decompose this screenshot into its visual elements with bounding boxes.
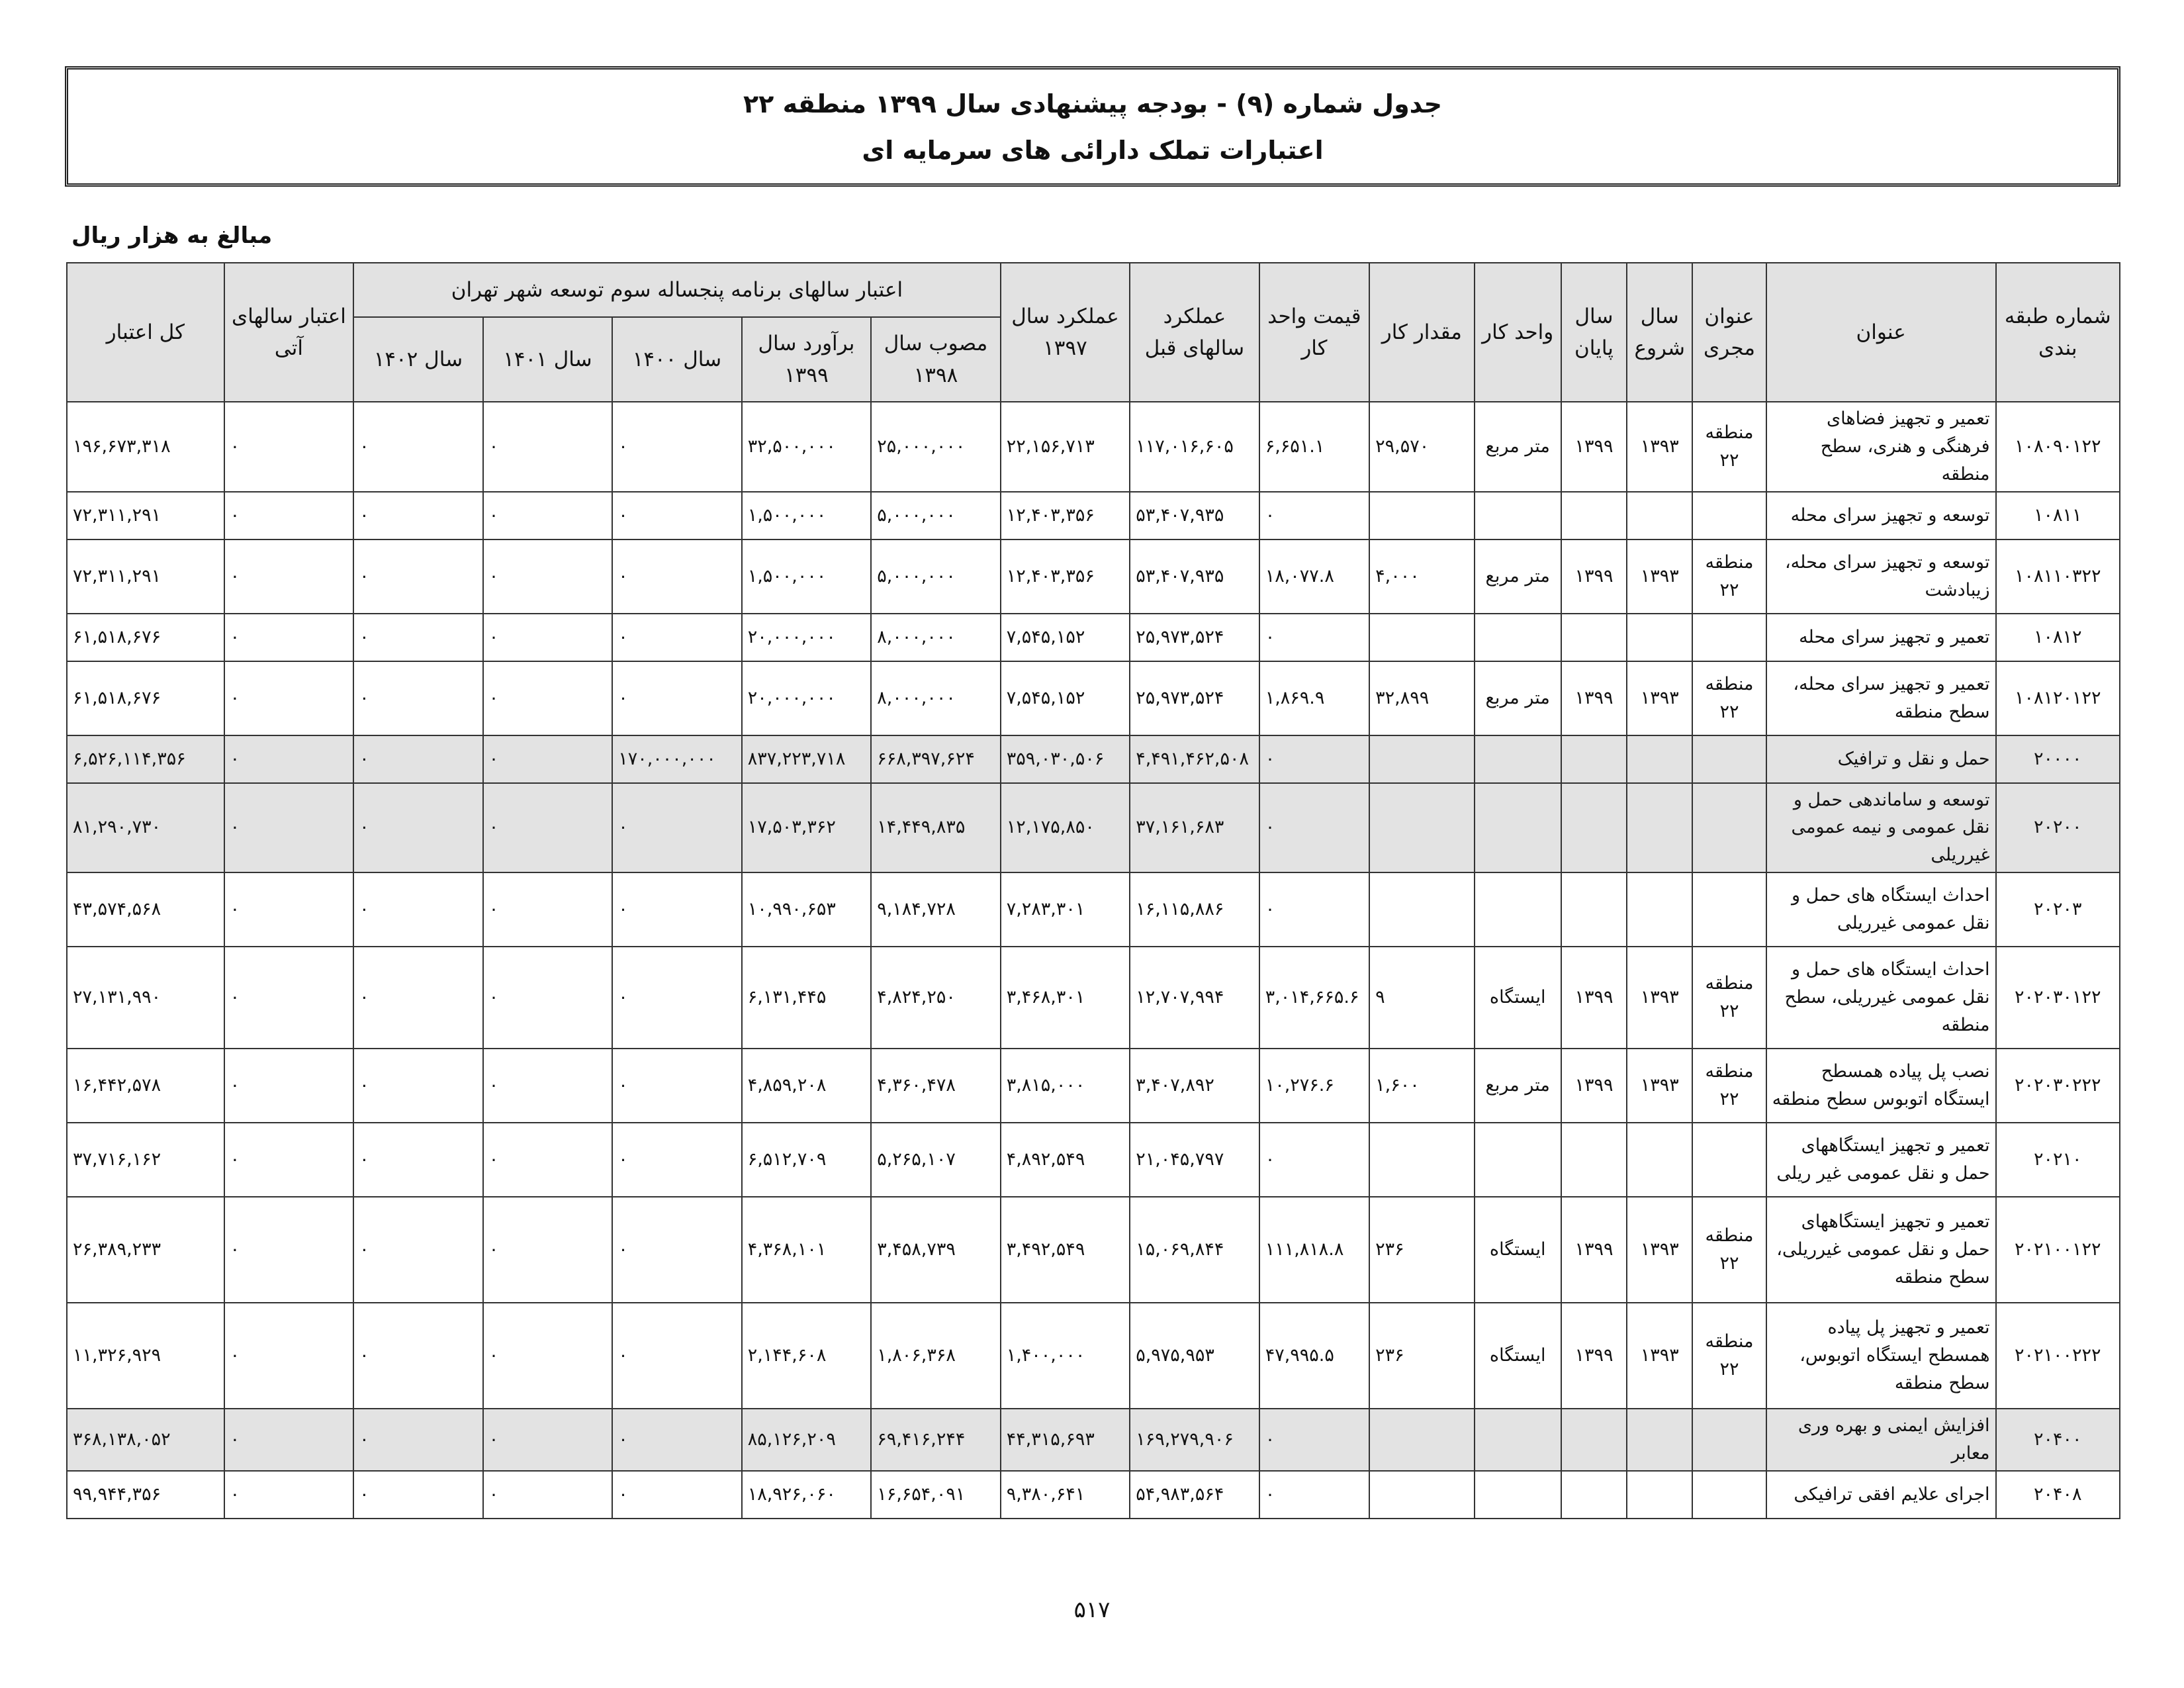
cell-work-qty [1369, 783, 1474, 873]
cell-future: ۰ [224, 1409, 354, 1471]
cell-perf-prev: ۲۱,۰۴۵,۷۹۷ [1130, 1123, 1259, 1197]
cell-total: ۲۶,۳۸۹,۲۳۳ [67, 1197, 224, 1303]
cell-unit-price: ۶,۶۵۱.۱ [1259, 402, 1369, 492]
cell-year-1402: ۰ [353, 614, 483, 661]
cell-work-qty: ۹ [1369, 947, 1474, 1049]
cell-work-unit [1475, 783, 1561, 873]
cell-year-1401: ۰ [483, 539, 613, 614]
cell-unit-price: ۱۰,۲۷۶.۶ [1259, 1049, 1369, 1123]
cell-year-1400: ۰ [612, 1471, 742, 1519]
cell-approved-1398: ۸,۰۰۰,۰۰۰ [871, 661, 1001, 735]
cell-year-1401: ۰ [483, 1409, 613, 1471]
header-total: کل اعتبار [67, 263, 224, 402]
cell-year-1401: ۰ [483, 947, 613, 1049]
cell-work-unit: ایستگاه [1475, 947, 1561, 1049]
cell-executor [1692, 1123, 1766, 1197]
cell-year-1402: ۰ [353, 872, 483, 947]
cell-perf-1397: ۳,۴۹۲,۵۴۹ [1001, 1197, 1130, 1303]
cell-year-1400: ۰ [612, 1409, 742, 1471]
cell-start-year: ۱۳۹۳ [1627, 1049, 1692, 1123]
table-row [67, 1049, 2120, 1123]
cell-unit-price: ۰ [1259, 614, 1369, 661]
cell-year-1402: ۰ [353, 1049, 483, 1123]
cell-work-unit: ایستگاه [1475, 1303, 1561, 1409]
cell-unit-price: ۰ [1259, 1471, 1369, 1519]
table-row [67, 539, 2120, 614]
cell-work-qty [1369, 492, 1474, 539]
cell-code: ۱۰۸۰۹۰۱۲۲ [1996, 402, 2120, 492]
cell-year-1401: ۰ [483, 1471, 613, 1519]
cell-year-1402: ۰ [353, 1409, 483, 1471]
cell-unit-price: ۰ [1259, 1409, 1369, 1471]
table-row [67, 735, 2120, 783]
cell-end-year [1561, 614, 1627, 661]
cell-approved-1398: ۵,۰۰۰,۰۰۰ [871, 539, 1001, 614]
cell-future: ۰ [224, 402, 354, 492]
cell-future: ۰ [224, 661, 354, 735]
cell-year-1400: ۰ [612, 1123, 742, 1197]
cell-year-1402: ۰ [353, 783, 483, 873]
cell-executor [1692, 1471, 1766, 1519]
cell-future: ۰ [224, 872, 354, 947]
cell-work-unit: ایستگاه [1475, 1197, 1561, 1303]
table-row [67, 1409, 2120, 1471]
budget-table [66, 262, 2120, 1519]
cell-perf-prev: ۱۲,۷۰۷,۹۹۴ [1130, 947, 1259, 1049]
cell-executor [1692, 872, 1766, 947]
cell-perf-prev: ۵۳,۴۰۷,۹۳۵ [1130, 539, 1259, 614]
cell-year-1400: ۰ [612, 1197, 742, 1303]
cell-unit-price: ۱۸,۰۷۷.۸ [1259, 539, 1369, 614]
cell-approved-1398: ۶۶۸,۳۹۷,۶۲۴ [871, 735, 1001, 783]
cell-year-1401: ۰ [483, 1049, 613, 1123]
table-row [67, 402, 2120, 492]
cell-title: توسعه و تجهیز سرای محله [1766, 492, 1996, 539]
cell-year-1402: ۰ [353, 735, 483, 783]
cell-approved-1398: ۹,۱۸۴,۷۲۸ [871, 872, 1001, 947]
cell-work-qty [1369, 1123, 1474, 1197]
cell-perf-1397: ۳۵۹,۰۳۰,۵۰۶ [1001, 735, 1130, 783]
cell-work-qty [1369, 735, 1474, 783]
cell-perf-1397: ۱۲,۱۷۵,۸۵۰ [1001, 783, 1130, 873]
cell-total: ۹۹,۹۴۴,۳۵۶ [67, 1471, 224, 1519]
cell-end-year [1561, 1123, 1627, 1197]
cell-work-qty: ۱,۶۰۰ [1369, 1049, 1474, 1123]
cell-estimate-1399: ۲۰,۰۰۰,۰۰۰ [742, 661, 872, 735]
cell-year-1402: ۰ [353, 402, 483, 492]
cell-estimate-1399: ۱,۵۰۰,۰۰۰ [742, 492, 872, 539]
cell-title: تعمیر و تجهیز سرای محله، سطح منطقه [1766, 661, 1996, 735]
cell-title: احداث ایستگاه های حمل و نقل عمومی غیرریلی [1766, 872, 1996, 947]
cell-title: افزایش ایمنی و بهره وری معابر [1766, 1409, 1996, 1471]
cell-title: حمل و نقل و ترافیک [1766, 735, 1996, 783]
cell-year-1402: ۰ [353, 1123, 483, 1197]
cell-perf-prev: ۵۴,۹۸۳,۵۶۴ [1130, 1471, 1259, 1519]
cell-total: ۱۱,۳۲۶,۹۲۹ [67, 1303, 224, 1409]
cell-code: ۲۰۲۰۳ [1996, 872, 2120, 947]
cell-perf-prev: ۵,۹۷۵,۹۵۳ [1130, 1303, 1259, 1409]
cell-year-1402: ۰ [353, 1471, 483, 1519]
cell-estimate-1399: ۱۸,۹۲۶,۰۶۰ [742, 1471, 872, 1519]
cell-future: ۰ [224, 1471, 354, 1519]
cell-work-qty: ۳۲,۸۹۹ [1369, 661, 1474, 735]
cell-year-1401: ۰ [483, 492, 613, 539]
cell-year-1401: ۰ [483, 872, 613, 947]
cell-title: احداث ایستگاه های حمل و نقل عمومی غیرریلی، سطح منطقه [1766, 947, 1996, 1049]
cell-title: توسعه و تجهیز سرای محله، زیبادشت [1766, 539, 1996, 614]
cell-end-year [1561, 872, 1627, 947]
header-work-unit: واحد کار [1475, 263, 1561, 402]
cell-unit-price: ۳,۰۱۴,۶۶۵.۶ [1259, 947, 1369, 1049]
cell-perf-prev: ۱۵,۰۶۹,۸۴۴ [1130, 1197, 1259, 1303]
cell-end-year: ۱۳۹۹ [1561, 947, 1627, 1049]
cell-estimate-1399: ۱,۵۰۰,۰۰۰ [742, 539, 872, 614]
cell-work-qty [1369, 872, 1474, 947]
cell-end-year: ۱۳۹۹ [1561, 661, 1627, 735]
cell-unit-price: ۰ [1259, 872, 1369, 947]
cell-start-year: ۱۳۹۳ [1627, 539, 1692, 614]
cell-start-year: ۱۳۹۳ [1627, 1197, 1692, 1303]
cell-total: ۶,۵۲۶,۱۱۴,۳۵۶ [67, 735, 224, 783]
cell-estimate-1399: ۸۳۷,۲۲۳,۷۱۸ [742, 735, 872, 783]
cell-unit-price: ۱۱۱,۸۱۸.۸ [1259, 1197, 1369, 1303]
cell-total: ۱۶,۴۴۲,۵۷۸ [67, 1049, 224, 1123]
cell-end-year: ۱۳۹۹ [1561, 1197, 1627, 1303]
cell-estimate-1399: ۳۲,۵۰۰,۰۰۰ [742, 402, 872, 492]
cell-perf-1397: ۷,۲۸۳,۳۰۱ [1001, 872, 1130, 947]
cell-work-unit: متر مربع [1475, 1049, 1561, 1123]
header-unit-price: قیمت واحد کار [1259, 263, 1369, 402]
cell-total: ۶۱,۵۱۸,۶۷۶ [67, 661, 224, 735]
header-year-1401: سال ۱۴۰۱ [483, 317, 613, 402]
cell-estimate-1399: ۱۷,۵۰۳,۳۶۲ [742, 783, 872, 873]
cell-estimate-1399: ۶,۱۳۱,۴۴۵ [742, 947, 872, 1049]
cell-year-1401: ۰ [483, 614, 613, 661]
cell-year-1402: ۰ [353, 492, 483, 539]
cell-approved-1398: ۴,۸۲۴,۲۵۰ [871, 947, 1001, 1049]
cell-code: ۲۰۰۰۰ [1996, 735, 2120, 783]
cell-start-year: ۱۳۹۳ [1627, 661, 1692, 735]
cell-perf-prev: ۴,۴۹۱,۴۶۲,۵۰۸ [1130, 735, 1259, 783]
cell-future: ۰ [224, 1123, 354, 1197]
cell-executor: منطقه ۲۲ [1692, 402, 1766, 492]
cell-executor [1692, 735, 1766, 783]
cell-perf-1397: ۱۲,۴۰۳,۳۵۶ [1001, 539, 1130, 614]
cell-perf-prev: ۵۳,۴۰۷,۹۳۵ [1130, 492, 1259, 539]
cell-code: ۲۰۲۱۰۰۱۲۲ [1996, 1197, 2120, 1303]
header-end-year: سال پایان [1561, 263, 1627, 402]
cell-work-qty: ۴,۰۰۰ [1369, 539, 1474, 614]
cell-estimate-1399: ۸۵,۱۲۶,۲۰۹ [742, 1409, 872, 1471]
cell-unit-price: ۰ [1259, 783, 1369, 873]
cell-code: ۲۰۲۰۳۰۱۲۲ [1996, 947, 2120, 1049]
header-plan-group: اعتبار سالهای برنامه پنجساله سوم توسعه شهر تهران [353, 263, 1001, 317]
table-row [67, 872, 2120, 947]
cell-total: ۴۳,۵۷۴,۵۶۸ [67, 872, 224, 947]
cell-start-year [1627, 1409, 1692, 1471]
cell-executor: منطقه ۲۲ [1692, 947, 1766, 1049]
cell-year-1401: ۰ [483, 1303, 613, 1409]
header-code: شماره طبقه بندی [1996, 263, 2120, 402]
cell-end-year: ۱۳۹۹ [1561, 1049, 1627, 1123]
cell-executor: منطقه ۲۲ [1692, 539, 1766, 614]
cell-year-1401: ۰ [483, 1197, 613, 1303]
cell-start-year [1627, 492, 1692, 539]
table-row [67, 1123, 2120, 1197]
cell-approved-1398: ۱,۸۰۶,۳۶۸ [871, 1303, 1001, 1409]
cell-total: ۳۷,۷۱۶,۱۶۲ [67, 1123, 224, 1197]
cell-start-year: ۱۳۹۳ [1627, 947, 1692, 1049]
cell-year-1400: ۱۷۰,۰۰۰,۰۰۰ [612, 735, 742, 783]
header-approved-1398: مصوب سال ۱۳۹۸ [871, 317, 1001, 402]
cell-executor [1692, 783, 1766, 873]
cell-start-year [1627, 872, 1692, 947]
cell-executor [1692, 1409, 1766, 1471]
cell-code: ۱۰۸۱۱۰۳۲۲ [1996, 539, 2120, 614]
cell-end-year: ۱۳۹۹ [1561, 1303, 1627, 1409]
cell-unit-price: ۰ [1259, 492, 1369, 539]
cell-perf-1397: ۲۲,۱۵۶,۷۱۳ [1001, 402, 1130, 492]
table-body [67, 402, 2120, 1519]
cell-year-1401: ۰ [483, 1123, 613, 1197]
cell-year-1400: ۰ [612, 661, 742, 735]
page-number: ۵۱۷ [1073, 1597, 1111, 1623]
cell-work-qty [1369, 614, 1474, 661]
cell-executor: منطقه ۲۲ [1692, 1303, 1766, 1409]
cell-total: ۱۹۶,۶۷۳,۳۱۸ [67, 402, 224, 492]
table-row [67, 661, 2120, 735]
cell-title: تعمیر و تجهیز فضاهای فرهنگی و هنری، سطح منطقه [1766, 402, 1996, 492]
cell-title: توسعه و ساماندهی حمل و نقل عمومی و نیمه عمومی غیرریلی [1766, 783, 1996, 873]
cell-title: نصب پل پیاده همسطح ایستگاه اتوبوس سطح منطقه [1766, 1049, 1996, 1123]
cell-future: ۰ [224, 735, 354, 783]
cell-title: تعمیر و تجهیز سرای محله [1766, 614, 1996, 661]
header-executor: عنوان مجری [1692, 263, 1766, 402]
cell-approved-1398: ۸,۰۰۰,۰۰۰ [871, 614, 1001, 661]
cell-perf-1397: ۷,۵۴۵,۱۵۲ [1001, 661, 1130, 735]
cell-year-1402: ۰ [353, 661, 483, 735]
cell-perf-prev: ۳,۴۰۷,۸۹۲ [1130, 1049, 1259, 1123]
cell-future: ۰ [224, 1303, 354, 1409]
header-work-qty: مقدار کار [1369, 263, 1474, 402]
cell-estimate-1399: ۱۰,۹۹۰,۶۵۳ [742, 872, 872, 947]
cell-title: تعمیر و تجهیز ایستگاههای حمل و نقل عمومی غیر ریلی [1766, 1123, 1996, 1197]
cell-work-unit: متر مربع [1475, 661, 1561, 735]
cell-year-1400: ۰ [612, 402, 742, 492]
cell-total: ۶۱,۵۱۸,۶۷۶ [67, 614, 224, 661]
cell-perf-1397: ۳,۴۶۸,۳۰۱ [1001, 947, 1130, 1049]
cell-start-year [1627, 1123, 1692, 1197]
page-title: جدول شماره (۹) - بودجه پیشنهادی سال ۱۳۹۹ منطقه ۲۲ [743, 89, 1443, 118]
cell-perf-prev: ۱۶۹,۲۷۹,۹۰۶ [1130, 1409, 1259, 1471]
cell-code: ۲۰۲۰۳۰۲۲۲ [1996, 1049, 2120, 1123]
table-row [67, 947, 2120, 1049]
table-header [67, 263, 2120, 402]
cell-year-1400: ۰ [612, 1049, 742, 1123]
cell-work-unit: متر مربع [1475, 539, 1561, 614]
header-perf-prev: عملکرد سالهای قبل [1130, 263, 1259, 402]
cell-year-1401: ۰ [483, 402, 613, 492]
cell-year-1400: ۰ [612, 492, 742, 539]
cell-year-1402: ۰ [353, 1303, 483, 1409]
cell-year-1400: ۰ [612, 783, 742, 873]
cell-end-year [1561, 1471, 1627, 1519]
cell-code: ۲۰۴۰۰ [1996, 1409, 2120, 1471]
cell-unit-price: ۰ [1259, 1123, 1369, 1197]
cell-future: ۰ [224, 1197, 354, 1303]
cell-work-unit [1475, 872, 1561, 947]
cell-start-year: ۱۳۹۳ [1627, 402, 1692, 492]
cell-total: ۳۶۸,۱۳۸,۰۵۲ [67, 1409, 224, 1471]
header-year-1402: سال ۱۴۰۲ [353, 317, 483, 402]
cell-year-1400: ۰ [612, 947, 742, 1049]
cell-work-qty: ۲۳۶ [1369, 1303, 1474, 1409]
cell-total: ۷۲,۳۱۱,۲۹۱ [67, 539, 224, 614]
cell-approved-1398: ۱۶,۶۵۴,۰۹۱ [871, 1471, 1001, 1519]
cell-approved-1398: ۶۹,۴۱۶,۲۴۴ [871, 1409, 1001, 1471]
cell-estimate-1399: ۲,۱۴۴,۶۰۸ [742, 1303, 872, 1409]
cell-end-year: ۱۳۹۹ [1561, 402, 1627, 492]
cell-code: ۲۰۲۱۰ [1996, 1123, 2120, 1197]
cell-perf-1397: ۴,۸۹۲,۵۴۹ [1001, 1123, 1130, 1197]
cell-perf-1397: ۴۴,۳۱۵,۶۹۳ [1001, 1409, 1130, 1471]
cell-year-1400: ۰ [612, 614, 742, 661]
cell-year-1400: ۰ [612, 872, 742, 947]
cell-perf-1397: ۱۲,۴۰۳,۳۵۶ [1001, 492, 1130, 539]
cell-executor: منطقه ۲۲ [1692, 1197, 1766, 1303]
cell-future: ۰ [224, 492, 354, 539]
units-note: مبالغ به هزار ریال [71, 222, 273, 249]
cell-estimate-1399: ۴,۸۵۹,۲۰۸ [742, 1049, 872, 1123]
header-title: عنوان [1766, 263, 1996, 402]
cell-unit-price: ۴۷,۹۹۵.۵ [1259, 1303, 1369, 1409]
cell-code: ۱۰۸۱۱ [1996, 492, 2120, 539]
cell-start-year [1627, 783, 1692, 873]
cell-title: تعمیر و تجهیز ایستگاههای حمل و نقل عمومی غیرریلی، سطح منطقه [1766, 1197, 1996, 1303]
header-start-year: سال شروع [1627, 263, 1692, 402]
cell-work-unit: متر مربع [1475, 402, 1561, 492]
cell-work-unit [1475, 735, 1561, 783]
cell-work-unit [1475, 492, 1561, 539]
cell-perf-prev: ۲۵,۹۷۳,۵۲۴ [1130, 614, 1259, 661]
cell-executor: منطقه ۲۲ [1692, 661, 1766, 735]
table-row [67, 492, 2120, 539]
page-subtitle: اعتبارات تملک دارائی های سرمایه ای [862, 136, 1324, 165]
cell-estimate-1399: ۴,۳۶۸,۱۰۱ [742, 1197, 872, 1303]
cell-perf-1397: ۳,۸۱۵,۰۰۰ [1001, 1049, 1130, 1123]
table-row [67, 614, 2120, 661]
cell-title: اجرای علایم افقی ترافیکی [1766, 1471, 1996, 1519]
cell-perf-1397: ۱,۴۰۰,۰۰۰ [1001, 1303, 1130, 1409]
cell-year-1402: ۰ [353, 539, 483, 614]
cell-start-year [1627, 1471, 1692, 1519]
cell-perf-prev: ۲۵,۹۷۳,۵۲۴ [1130, 661, 1259, 735]
cell-unit-price: ۰ [1259, 735, 1369, 783]
cell-end-year [1561, 1409, 1627, 1471]
cell-work-unit [1475, 1409, 1561, 1471]
cell-executor [1692, 614, 1766, 661]
cell-perf-prev: ۱۱۷,۰۱۶,۶۰۵ [1130, 402, 1259, 492]
cell-approved-1398: ۲۵,۰۰۰,۰۰۰ [871, 402, 1001, 492]
cell-total: ۸۱,۲۹۰,۷۳۰ [67, 783, 224, 873]
cell-end-year [1561, 492, 1627, 539]
cell-year-1401: ۰ [483, 661, 613, 735]
cell-perf-1397: ۷,۵۴۵,۱۵۲ [1001, 614, 1130, 661]
cell-work-qty: ۲۳۶ [1369, 1197, 1474, 1303]
cell-code: ۲۰۴۰۸ [1996, 1471, 2120, 1519]
cell-start-year: ۱۳۹۳ [1627, 1303, 1692, 1409]
cell-year-1400: ۰ [612, 1303, 742, 1409]
table-row [67, 1471, 2120, 1519]
cell-perf-prev: ۳۷,۱۶۱,۶۸۳ [1130, 783, 1259, 873]
cell-perf-1397: ۹,۳۸۰,۶۴۱ [1001, 1471, 1130, 1519]
table-row [67, 1197, 2120, 1303]
cell-start-year [1627, 614, 1692, 661]
cell-year-1400: ۰ [612, 539, 742, 614]
cell-approved-1398: ۳,۴۵۸,۷۳۹ [871, 1197, 1001, 1303]
table-row [67, 783, 2120, 873]
cell-unit-price: ۱,۸۶۹.۹ [1259, 661, 1369, 735]
cell-end-year [1561, 735, 1627, 783]
cell-work-unit [1475, 1471, 1561, 1519]
cell-year-1401: ۰ [483, 735, 613, 783]
cell-code: ۱۰۸۱۲۰۱۲۲ [1996, 661, 2120, 735]
cell-approved-1398: ۱۴,۴۴۹,۸۳۵ [871, 783, 1001, 873]
cell-approved-1398: ۵,۲۶۵,۱۰۷ [871, 1123, 1001, 1197]
header-future: اعتبار سالهای آتی [224, 263, 354, 402]
cell-work-unit [1475, 614, 1561, 661]
cell-perf-prev: ۱۶,۱۱۵,۸۸۶ [1130, 872, 1259, 947]
cell-executor: منطقه ۲۲ [1692, 1049, 1766, 1123]
cell-executor [1692, 492, 1766, 539]
cell-future: ۰ [224, 783, 354, 873]
cell-future: ۰ [224, 947, 354, 1049]
header-perf-1397: عملکرد سال ۱۳۹۷ [1001, 263, 1130, 402]
cell-year-1402: ۰ [353, 1197, 483, 1303]
cell-code: ۱۰۸۱۲ [1996, 614, 2120, 661]
cell-total: ۲۷,۱۳۱,۹۹۰ [67, 947, 224, 1049]
header-estimate-1399: برآورد سال ۱۳۹۹ [742, 317, 872, 402]
cell-year-1401: ۰ [483, 783, 613, 873]
cell-work-unit [1475, 1123, 1561, 1197]
cell-approved-1398: ۴,۳۶۰,۴۷۸ [871, 1049, 1001, 1123]
cell-start-year [1627, 735, 1692, 783]
cell-future: ۰ [224, 1049, 354, 1123]
cell-estimate-1399: ۲۰,۰۰۰,۰۰۰ [742, 614, 872, 661]
table-row [67, 1303, 2120, 1409]
cell-future: ۰ [224, 614, 354, 661]
cell-code: ۲۰۲۱۰۰۲۲۲ [1996, 1303, 2120, 1409]
cell-estimate-1399: ۶,۵۱۲,۷۰۹ [742, 1123, 872, 1197]
cell-year-1402: ۰ [353, 947, 483, 1049]
title-box [65, 66, 2120, 187]
cell-total: ۷۲,۳۱۱,۲۹۱ [67, 492, 224, 539]
cell-future: ۰ [224, 539, 354, 614]
cell-end-year [1561, 783, 1627, 873]
cell-title: تعمیر و تجهیز پل پیاده همسطح ایستگاه اتوبوس، سطح منطقه [1766, 1303, 1996, 1409]
cell-work-qty: ۲۹,۵۷۰ [1369, 402, 1474, 492]
cell-work-qty [1369, 1471, 1474, 1519]
cell-approved-1398: ۵,۰۰۰,۰۰۰ [871, 492, 1001, 539]
header-year-1400: سال ۱۴۰۰ [612, 317, 742, 402]
cell-code: ۲۰۲۰۰ [1996, 783, 2120, 873]
cell-end-year: ۱۳۹۹ [1561, 539, 1627, 614]
cell-work-qty [1369, 1409, 1474, 1471]
